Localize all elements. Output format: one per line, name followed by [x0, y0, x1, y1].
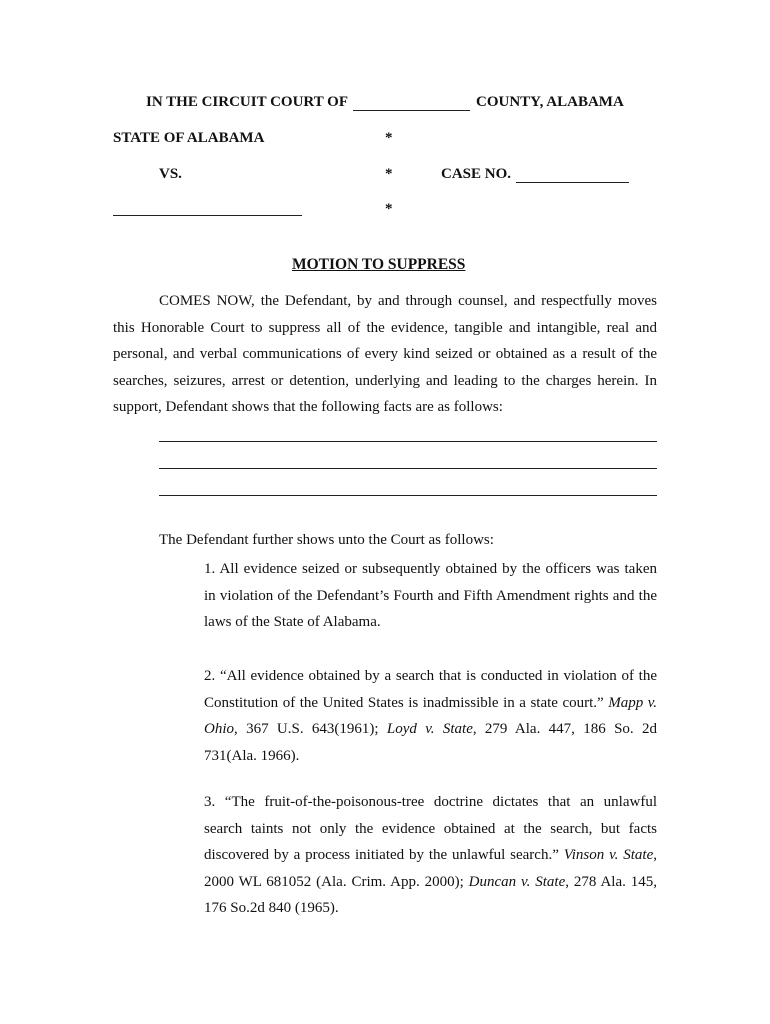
intro-line: COMES NOW, the Defendant, by and through counsel, and respectfully moves: [159, 293, 657, 309]
intro-line: personal, and verbal communications of every kind seized or obtained as a result of the: [113, 346, 657, 363]
point-3-line: 2000 WL 681052 (Ala. Crim. App. 2000); Duncan v. State, 278 Ala. 145,: [204, 873, 658, 890]
point-3-line: 176 So.2d 840 (1965).: [204, 900, 339, 917]
intro-paragraph: [113, 288, 657, 421]
point-1-line: 1. All evidence seized or subsequently obtained by the officers was taken: [204, 561, 657, 577]
separator-star: *: [385, 166, 393, 182]
court-line: [146, 94, 348, 111]
case-no-label: CASE NO.: [441, 166, 512, 182]
facts-blank-line: [159, 495, 657, 496]
county-blank: [353, 110, 470, 111]
intro-line: support, Defendant shows that the following facts are as follows:: [113, 399, 503, 416]
point-2-line: 2. “All evidence obtained by a search that is conducted in violation of the: [204, 668, 657, 684]
case-no-blank: [516, 182, 629, 183]
versus-label: VS.: [159, 166, 182, 182]
point-3-line: 3. “The fruit-of-the-poisonous-tree doctrine dictates that an unlawful: [204, 794, 657, 810]
further-shows-text: The Defendant further shows unto the Court as follows:: [159, 532, 494, 548]
point-3: [204, 789, 657, 922]
separator-star: *: [385, 130, 393, 146]
point-2-line: 731(Ala. 1966).: [204, 747, 300, 764]
point-1: [204, 556, 657, 636]
facts-blank-line: [159, 441, 657, 442]
point-2-line: Constitution of the United States is inadmissible in a state court.” Mapp v.: [204, 694, 658, 711]
separator-star: *: [385, 201, 393, 217]
defendant-blank: [113, 215, 302, 216]
point-3-line: discovered by a process initiated by the unlawful search.” Vinson v. State,: [204, 847, 657, 864]
case-citation: Vinson v. State: [563, 847, 654, 864]
point-2-line: Ohio, 367 U.S. 643(1961); Loyd v. State, 279 Ala. 447, 186 So. 2d: [204, 721, 657, 738]
court-prefix: IN THE CIRCUIT COURT OF: [146, 94, 349, 110]
intro-line: searches, seizures, arrest or detention, underlying and leading to the charges herein. In: [113, 372, 657, 389]
point-3-line: search taints not only the evidence obtained at the search, but facts: [204, 820, 657, 837]
court-suffix: COUNTY, ALABAMA: [476, 94, 624, 110]
point-1-line: laws of the State of Alabama.: [204, 614, 381, 631]
case-citation: Duncan v. State: [468, 873, 566, 890]
plaintiff-name: STATE OF ALABAMA: [113, 130, 265, 146]
case-citation: Loyd v. State: [386, 721, 473, 738]
point-1-line: in violation of the Defendant’s Fourth and Fifth Amendment rights and the: [204, 587, 657, 604]
intro-line: this Honorable Court to suppress all of the evidence, tangible and intangible, real and: [113, 319, 657, 336]
case-citation: Ohio: [204, 721, 234, 738]
facts-blank-line: [159, 468, 657, 469]
point-2: [204, 663, 657, 769]
motion-title: MOTION TO SUPPRESS: [292, 256, 466, 273]
case-citation: Mapp v.: [608, 694, 658, 711]
